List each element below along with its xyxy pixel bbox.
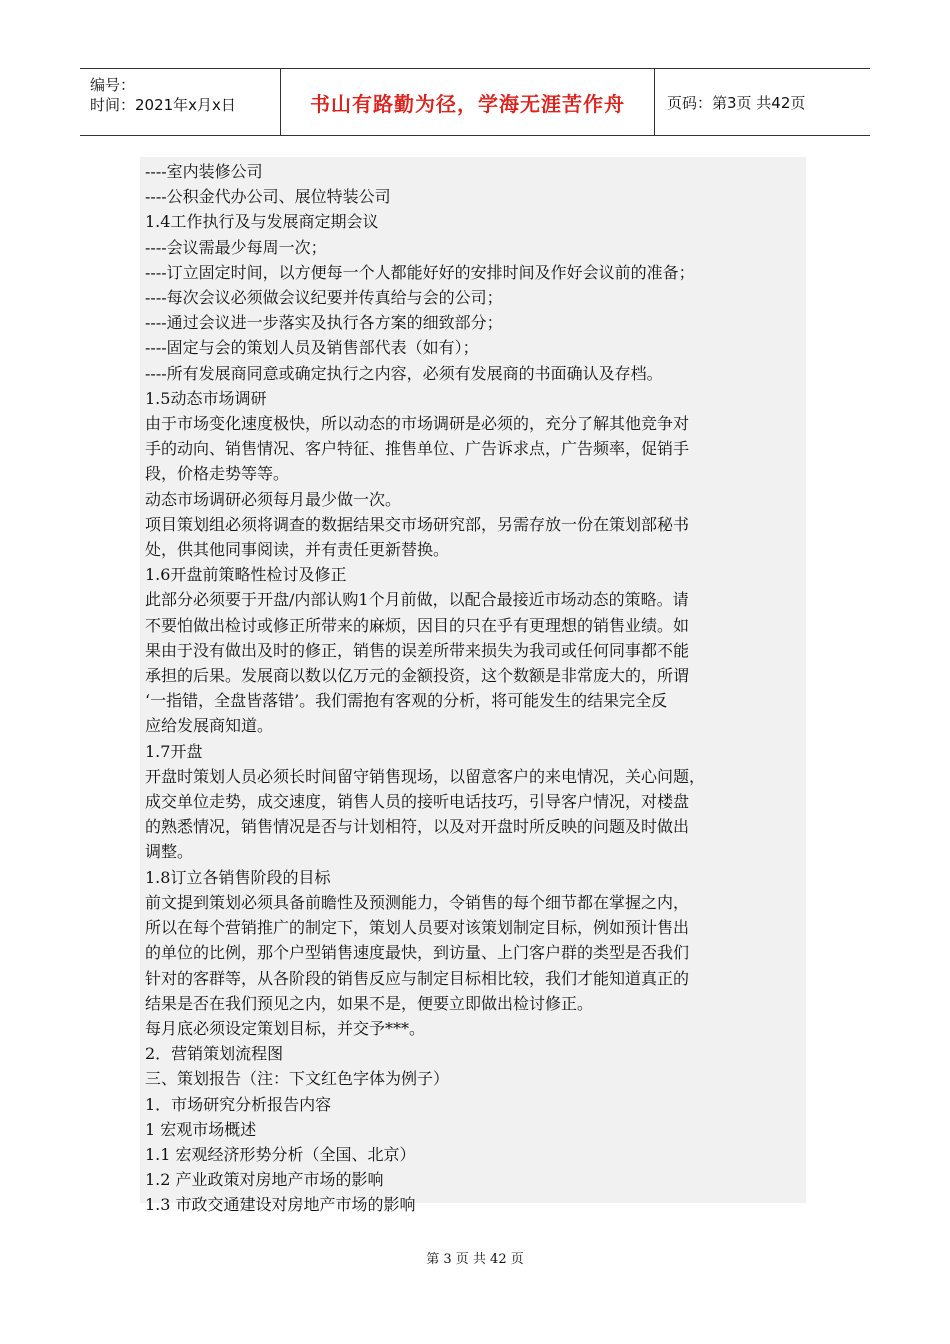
text-line: ----订立固定时间，以方便每一个人都能好好的安排时间及作好会议前的准备； <box>145 262 695 282</box>
text-line: ----室内装修公司 <box>145 162 263 181</box>
text-line: 1.4工作执行及与发展商定期会议 <box>145 212 379 232</box>
text-line: 1.3 市政交通建设对房地产市场的影响 <box>145 1195 416 1215</box>
text-line: 应给发展商知道。 <box>145 716 274 736</box>
text-line: 承担的后果。发展商以数以亿万元的金额投资，这个数额是非常庞大的，所谓 <box>145 666 690 686</box>
text-line: 不要怕做出检讨或修正所带来的麻烦，因目的只在乎有更理想的销售业绩。如 <box>145 615 690 635</box>
text-line: 每月底必须设定策划目标，并交予***。 <box>145 1018 426 1038</box>
number-label: 编号： <box>90 76 136 94</box>
header-page-info: 页码：第3页 共42页 <box>667 93 806 112</box>
text-line: 动态市场调研必须每月最少做一次。 <box>145 489 402 509</box>
text-line: 调整。 <box>145 842 194 862</box>
text-line: 2．营销策划流程图 <box>145 1044 284 1064</box>
text-line: ‘一指错，全盘皆落错’。我们需抱有客观的分析，将可能发生的结果完全反 <box>145 691 668 711</box>
text-line: 成交单位走势，成交速度，销售人员的接听电话技巧，引导客户情况，对楼盘 <box>145 792 690 812</box>
text-line: ----固定与会的策划人员及销售部代表（如有）； <box>145 338 479 358</box>
text-line: 1.7开盘 <box>145 741 203 761</box>
text-line: 果由于没有做出及时的修正，销售的误差所带来损失为我司或任何同事都不能 <box>145 640 690 660</box>
text-line: 由于市场变化速度极快，所以动态的市场调研是必须的，充分了解其他竞争对 <box>145 414 690 434</box>
text-line: 所以在每个营销推广的制定下，策划人员要对该策划制定目标，例如预计售出 <box>145 918 690 938</box>
text-line: 的单位的比例，那个户型销售速度最快，到访量、上门客户群的类型是否我们 <box>145 943 690 963</box>
text-line: 针对的客群等，从各阶段的销售反应与制定目标相比较，我们才能知道真正的 <box>145 968 690 988</box>
text-line: 前文提到策划必须具备前瞻性及预测能力，令销售的每个细节都在掌握之内， <box>145 892 690 912</box>
text-line: 段，价格走势等等。 <box>145 464 290 484</box>
text-line: 1.1 宏观经济形势分析（全国、北京） <box>145 1144 416 1164</box>
page-header <box>80 68 870 136</box>
header-motto: 书山有路勤为径，学海无涯苦作舟 <box>281 69 655 135</box>
document-body <box>140 157 806 1215</box>
text-line: 1.6开盘前策略性检讨及修正 <box>145 565 347 585</box>
header-meta <box>80 69 281 135</box>
text-line: ----所有发展商同意或确定执行之内容，必须有发展商的书面确认及存档。 <box>145 363 663 383</box>
text-line: 1.8订立各销售阶段的目标 <box>145 867 331 887</box>
time-label: 时间：2021年x月x日 <box>90 96 236 114</box>
text-line: 处，供其他同事阅读，并有责任更新替换。 <box>145 540 450 560</box>
text-line: 的熟悉情况，销售情况是否与计划相符，以及对开盘时所反映的问题及时做出 <box>145 817 690 837</box>
text-line: ----通过会议进一步落实及执行各方案的细致部分； <box>145 313 503 333</box>
text-line: 项目策划组必须将调查的数据结果交市场研究部，另需存放一份在策划部秘书 <box>145 514 690 534</box>
text-line: 1．市场研究分析报告内容 <box>145 1094 332 1114</box>
text-line: 手的动向、销售情况、客户特征、推售单位、广告诉求点，广告频率，促销手 <box>145 439 690 459</box>
text-line: 开盘时策划人员必须长时间留守销售现场，以留意客户的来电情况，关心问题， <box>145 766 706 786</box>
text-line: 1 宏观市场概述 <box>145 1119 257 1139</box>
text-line: 1.5动态市场调研 <box>145 388 267 408</box>
text-line: ----每次会议必须做会议纪要并传真给与会的公司； <box>145 288 503 308</box>
text-line: ----会议需最少每周一次； <box>145 237 327 257</box>
text-line: 三、策划报告（注：下文红色字体为例子） <box>145 1069 450 1089</box>
text-line: 此部分必须要于开盘/内部认购1个月前做，以配合最接近市场动态的策略。请 <box>145 590 689 610</box>
text-line: 1.2 产业政策对房地产市场的影响 <box>145 1170 384 1190</box>
text-line: 结果是否在我们预见之内，如果不是，便要立即做出检讨修正。 <box>145 993 594 1013</box>
page-footer: 第 3 页 共 42 页 <box>426 1252 524 1267</box>
text-line: ----公积金代办公司、展位特装公司 <box>145 187 391 207</box>
